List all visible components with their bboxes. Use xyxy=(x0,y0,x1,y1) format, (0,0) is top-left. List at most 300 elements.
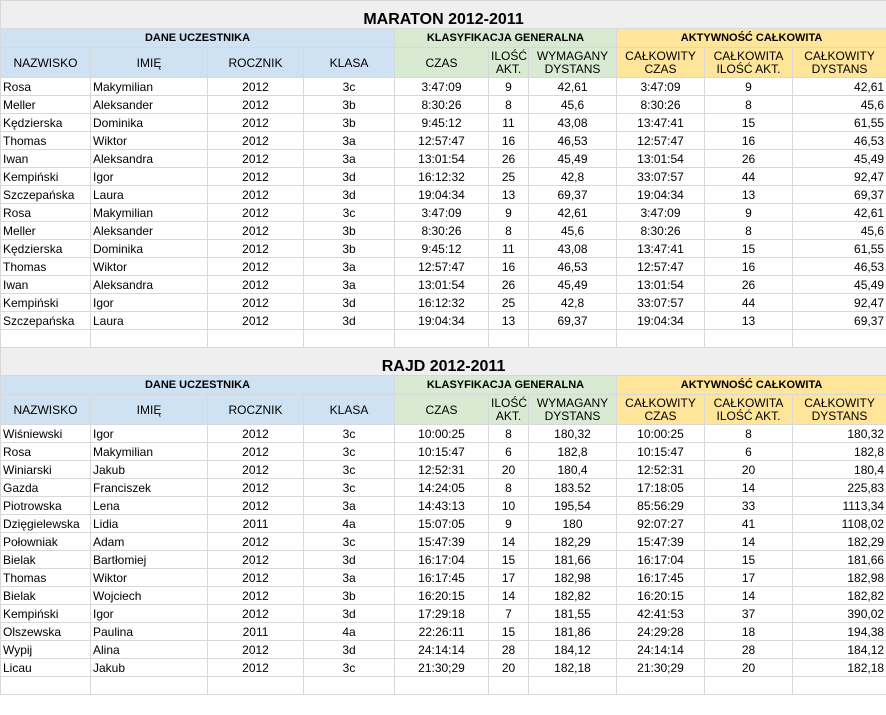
cell-total-time[interactable]: 19:04:34 xyxy=(617,312,705,330)
cell-year[interactable]: 2012 xyxy=(208,641,304,659)
cell-surname[interactable]: Licau xyxy=(1,659,91,677)
cell-total-count[interactable]: 44 xyxy=(705,168,793,186)
header-total-time[interactable] xyxy=(617,48,705,78)
empty-cell[interactable] xyxy=(617,677,705,695)
cell-required-distance[interactable]: 46,53 xyxy=(529,258,617,276)
cell-class[interactable]: 3d xyxy=(304,186,395,204)
cell-activity-count[interactable]: 26 xyxy=(489,276,529,294)
cell-class[interactable]: 3c xyxy=(304,479,395,497)
cell-time[interactable]: 12:52:31 xyxy=(395,461,489,479)
cell-total-time[interactable]: 13:01:54 xyxy=(617,150,705,168)
cell-year[interactable]: 2012 xyxy=(208,186,304,204)
sheet-title[interactable]: MARATON 2012-2011 xyxy=(1,1,886,29)
cell-total-time[interactable]: 13:01:54 xyxy=(617,276,705,294)
cell-total-distance[interactable]: 182,18 xyxy=(793,659,886,677)
cell-time[interactable]: 8:30:26 xyxy=(395,96,489,114)
cell-activity-count[interactable]: 8 xyxy=(489,96,529,114)
cell-surname[interactable]: Kędzierska xyxy=(1,240,91,258)
cell-total-time[interactable]: 16:17:04 xyxy=(617,551,705,569)
cell-name[interactable]: Paulina xyxy=(91,623,208,641)
cell-name[interactable]: Igor xyxy=(91,168,208,186)
group-participant-header[interactable]: DANE UCZESTNIKA xyxy=(1,376,395,395)
cell-surname[interactable]: Olszewska xyxy=(1,623,91,641)
cell-required-distance[interactable]: 42,8 xyxy=(529,294,617,312)
cell-activity-count[interactable]: 15 xyxy=(489,623,529,641)
cell-activity-count[interactable]: 11 xyxy=(489,240,529,258)
cell-total-count[interactable]: 15 xyxy=(705,551,793,569)
cell-required-distance[interactable]: 45,6 xyxy=(529,96,617,114)
cell-class[interactable]: 3b xyxy=(304,587,395,605)
cell-name[interactable]: Dominika xyxy=(91,114,208,132)
cell-activity-count[interactable]: 14 xyxy=(489,587,529,605)
cell-name[interactable]: Igor xyxy=(91,294,208,312)
cell-class[interactable]: 3d xyxy=(304,641,395,659)
cell-total-count[interactable]: 18 xyxy=(705,623,793,641)
cell-total-distance[interactable]: 182,98 xyxy=(793,569,886,587)
cell-time[interactable]: 10:00:25 xyxy=(395,425,489,443)
cell-class[interactable]: 3c xyxy=(304,425,395,443)
cell-year[interactable]: 2011 xyxy=(208,515,304,533)
cell-total-distance[interactable]: 45,49 xyxy=(793,276,886,294)
cell-activity-count[interactable]: 16 xyxy=(489,132,529,150)
cell-total-count[interactable]: 15 xyxy=(705,114,793,132)
cell-total-distance[interactable]: 225,83 xyxy=(793,479,886,497)
cell-activity-count[interactable]: 20 xyxy=(489,659,529,677)
cell-class[interactable]: 3a xyxy=(304,276,395,294)
group-participant-header[interactable]: DANE UCZESTNIKA xyxy=(1,29,395,48)
empty-cell[interactable] xyxy=(395,330,489,348)
cell-total-time[interactable]: 8:30:26 xyxy=(617,96,705,114)
cell-required-distance[interactable]: 182,8 xyxy=(529,443,617,461)
cell-surname[interactable]: Iwan xyxy=(1,276,91,294)
cell-surname[interactable]: Winiarski xyxy=(1,461,91,479)
cell-required-distance[interactable]: 180 xyxy=(529,515,617,533)
cell-total-time[interactable]: 42:41:53 xyxy=(617,605,705,623)
cell-time[interactable]: 16:17:04 xyxy=(395,551,489,569)
cell-time[interactable]: 21:30;29 xyxy=(395,659,489,677)
cell-total-count[interactable]: 37 xyxy=(705,605,793,623)
header-surname[interactable]: NAZWISKO xyxy=(1,395,91,425)
cell-activity-count[interactable]: 8 xyxy=(489,425,529,443)
cell-year[interactable]: 2012 xyxy=(208,569,304,587)
cell-total-time[interactable]: 85:56:29 xyxy=(617,497,705,515)
empty-cell[interactable] xyxy=(793,677,886,695)
cell-surname[interactable]: Kempiński xyxy=(1,168,91,186)
empty-cell[interactable] xyxy=(1,677,91,695)
cell-class[interactable]: 3a xyxy=(304,497,395,515)
cell-required-distance[interactable]: 182,98 xyxy=(529,569,617,587)
cell-required-distance[interactable]: 69,37 xyxy=(529,186,617,204)
cell-class[interactable]: 3c xyxy=(304,533,395,551)
cell-year[interactable]: 2012 xyxy=(208,461,304,479)
cell-total-time[interactable]: 10:15:47 xyxy=(617,443,705,461)
cell-surname[interactable]: Wiśniewski xyxy=(1,425,91,443)
header-required-distance[interactable] xyxy=(529,48,617,78)
cell-name[interactable]: Wiktor xyxy=(91,569,208,587)
cell-surname[interactable]: Bielak xyxy=(1,587,91,605)
cell-total-distance[interactable]: 45,6 xyxy=(793,222,886,240)
cell-total-time[interactable]: 12:57:47 xyxy=(617,258,705,276)
cell-class[interactable]: 3d xyxy=(304,168,395,186)
cell-required-distance[interactable]: 43,08 xyxy=(529,240,617,258)
cell-year[interactable]: 2012 xyxy=(208,659,304,677)
cell-total-time[interactable]: 16:20:15 xyxy=(617,587,705,605)
empty-cell[interactable] xyxy=(208,677,304,695)
cell-year[interactable]: 2012 xyxy=(208,204,304,222)
cell-name[interactable]: Wiktor xyxy=(91,258,208,276)
cell-time[interactable]: 16:12:32 xyxy=(395,168,489,186)
cell-activity-count[interactable]: 8 xyxy=(489,222,529,240)
cell-total-count[interactable]: 20 xyxy=(705,461,793,479)
cell-surname[interactable]: Iwan xyxy=(1,150,91,168)
cell-required-distance[interactable]: 184,12 xyxy=(529,641,617,659)
cell-class[interactable]: 3c xyxy=(304,204,395,222)
cell-total-count[interactable]: 14 xyxy=(705,533,793,551)
cell-surname[interactable]: Połowniak xyxy=(1,533,91,551)
empty-cell[interactable] xyxy=(304,330,395,348)
cell-total-distance[interactable]: 42,61 xyxy=(793,78,886,96)
header-name[interactable]: IMIĘ xyxy=(91,48,208,78)
cell-class[interactable]: 3a xyxy=(304,569,395,587)
cell-required-distance[interactable]: 42,61 xyxy=(529,78,617,96)
cell-activity-count[interactable]: 9 xyxy=(489,78,529,96)
cell-total-time[interactable]: 24:29:28 xyxy=(617,623,705,641)
cell-time[interactable]: 16:17:45 xyxy=(395,569,489,587)
cell-surname[interactable]: Szczepańska xyxy=(1,186,91,204)
cell-name[interactable]: Aleksander xyxy=(91,222,208,240)
cell-total-time[interactable]: 10:00:25 xyxy=(617,425,705,443)
cell-time[interactable]: 10:15:47 xyxy=(395,443,489,461)
cell-activity-count[interactable]: 9 xyxy=(489,515,529,533)
empty-cell[interactable] xyxy=(1,330,91,348)
cell-required-distance[interactable]: 69,37 xyxy=(529,312,617,330)
cell-activity-count[interactable]: 9 xyxy=(489,204,529,222)
cell-year[interactable]: 2011 xyxy=(208,623,304,641)
cell-time[interactable]: 19:04:34 xyxy=(395,186,489,204)
cell-total-time[interactable]: 3:47:09 xyxy=(617,78,705,96)
cell-total-distance[interactable]: 194,38 xyxy=(793,623,886,641)
cell-total-count[interactable]: 16 xyxy=(705,132,793,150)
cell-total-time[interactable]: 16:17:45 xyxy=(617,569,705,587)
header-required-distance[interactable] xyxy=(529,395,617,425)
cell-required-distance[interactable]: 182,29 xyxy=(529,533,617,551)
cell-class[interactable]: 3d xyxy=(304,294,395,312)
cell-activity-count[interactable]: 11 xyxy=(489,114,529,132)
cell-time[interactable]: 14:43:13 xyxy=(395,497,489,515)
cell-surname[interactable]: Wypij xyxy=(1,641,91,659)
cell-total-distance[interactable]: 92,47 xyxy=(793,168,886,186)
cell-class[interactable]: 4a xyxy=(304,515,395,533)
empty-cell[interactable] xyxy=(617,330,705,348)
cell-activity-count[interactable]: 10 xyxy=(489,497,529,515)
header-surname[interactable]: NAZWISKO xyxy=(1,48,91,78)
cell-surname[interactable]: Thomas xyxy=(1,258,91,276)
cell-total-distance[interactable]: 184,12 xyxy=(793,641,886,659)
cell-surname[interactable]: Dzięgielewska xyxy=(1,515,91,533)
header-class[interactable]: KLASA xyxy=(304,48,395,78)
cell-required-distance[interactable]: 182,18 xyxy=(529,659,617,677)
cell-total-time[interactable]: 13:47:41 xyxy=(617,240,705,258)
cell-total-time[interactable]: 12:52:31 xyxy=(617,461,705,479)
sheet-title[interactable]: RAJD 2012-2011 xyxy=(1,348,886,376)
cell-time[interactable]: 8:30:26 xyxy=(395,222,489,240)
cell-required-distance[interactable]: 181,55 xyxy=(529,605,617,623)
cell-name[interactable]: Aleksander xyxy=(91,96,208,114)
cell-class[interactable]: 3d xyxy=(304,551,395,569)
cell-class[interactable]: 3c xyxy=(304,443,395,461)
cell-class[interactable]: 3b xyxy=(304,222,395,240)
cell-activity-count[interactable]: 26 xyxy=(489,150,529,168)
empty-cell[interactable] xyxy=(304,677,395,695)
cell-total-distance[interactable]: 390,02 xyxy=(793,605,886,623)
cell-year[interactable]: 2012 xyxy=(208,96,304,114)
group-total-header[interactable]: AKTYWNOŚĆ CAŁKOWITA xyxy=(617,376,886,395)
cell-total-time[interactable]: 17:18:05 xyxy=(617,479,705,497)
cell-total-distance[interactable]: 182,82 xyxy=(793,587,886,605)
cell-total-distance[interactable]: 69,37 xyxy=(793,312,886,330)
header-activity-count[interactable] xyxy=(489,48,529,78)
cell-required-distance[interactable]: 195,54 xyxy=(529,497,617,515)
cell-year[interactable]: 2012 xyxy=(208,78,304,96)
cell-class[interactable]: 3c xyxy=(304,78,395,96)
cell-surname[interactable]: Szczepańska xyxy=(1,312,91,330)
header-time[interactable]: CZAS xyxy=(395,395,489,425)
header-total-count[interactable] xyxy=(705,48,793,78)
cell-year[interactable]: 2012 xyxy=(208,425,304,443)
cell-year[interactable]: 2012 xyxy=(208,294,304,312)
header-total-time[interactable] xyxy=(617,395,705,425)
cell-required-distance[interactable]: 183.52 xyxy=(529,479,617,497)
cell-year[interactable]: 2012 xyxy=(208,605,304,623)
cell-surname[interactable]: Thomas xyxy=(1,569,91,587)
cell-required-distance[interactable]: 180,4 xyxy=(529,461,617,479)
cell-name[interactable]: Lidia xyxy=(91,515,208,533)
cell-total-distance[interactable]: 46,53 xyxy=(793,258,886,276)
cell-total-time[interactable]: 13:47:41 xyxy=(617,114,705,132)
cell-class[interactable]: 3b xyxy=(304,240,395,258)
empty-cell[interactable] xyxy=(489,330,529,348)
cell-name[interactable]: Dominika xyxy=(91,240,208,258)
cell-class[interactable]: 3a xyxy=(304,132,395,150)
cell-total-time[interactable]: 19:04:34 xyxy=(617,186,705,204)
empty-cell[interactable] xyxy=(91,677,208,695)
cell-activity-count[interactable]: 28 xyxy=(489,641,529,659)
cell-name[interactable]: Alina xyxy=(91,641,208,659)
cell-activity-count[interactable]: 20 xyxy=(489,461,529,479)
cell-name[interactable]: Jakub xyxy=(91,659,208,677)
cell-year[interactable]: 2012 xyxy=(208,222,304,240)
header-name[interactable]: IMIĘ xyxy=(91,395,208,425)
cell-total-count[interactable]: 41 xyxy=(705,515,793,533)
cell-year[interactable]: 2012 xyxy=(208,114,304,132)
cell-activity-count[interactable]: 8 xyxy=(489,479,529,497)
cell-required-distance[interactable]: 43,08 xyxy=(529,114,617,132)
group-total-header[interactable]: AKTYWNOŚĆ CAŁKOWITA xyxy=(617,29,886,48)
empty-cell[interactable] xyxy=(793,330,886,348)
cell-year[interactable]: 2012 xyxy=(208,443,304,461)
cell-surname[interactable]: Meller xyxy=(1,222,91,240)
cell-total-count[interactable]: 28 xyxy=(705,641,793,659)
cell-total-count[interactable]: 8 xyxy=(705,96,793,114)
cell-year[interactable]: 2012 xyxy=(208,258,304,276)
cell-total-time[interactable]: 92:07:27 xyxy=(617,515,705,533)
cell-year[interactable]: 2012 xyxy=(208,132,304,150)
cell-total-distance[interactable]: 180,32 xyxy=(793,425,886,443)
cell-class[interactable]: 3d xyxy=(304,605,395,623)
cell-name[interactable]: Lena xyxy=(91,497,208,515)
cell-year[interactable]: 2012 xyxy=(208,587,304,605)
cell-total-time[interactable]: 24:14:14 xyxy=(617,641,705,659)
cell-required-distance[interactable]: 182,82 xyxy=(529,587,617,605)
cell-total-count[interactable]: 13 xyxy=(705,186,793,204)
cell-total-time[interactable]: 33:07:57 xyxy=(617,168,705,186)
cell-time[interactable]: 15:47:39 xyxy=(395,533,489,551)
empty-cell[interactable] xyxy=(208,330,304,348)
cell-total-time[interactable]: 12:57:47 xyxy=(617,132,705,150)
header-time[interactable]: CZAS xyxy=(395,48,489,78)
cell-time[interactable]: 16:12:32 xyxy=(395,294,489,312)
cell-time[interactable]: 3:47:09 xyxy=(395,78,489,96)
cell-total-distance[interactable]: 45,49 xyxy=(793,150,886,168)
cell-total-count[interactable]: 9 xyxy=(705,78,793,96)
cell-surname[interactable]: Meller xyxy=(1,96,91,114)
cell-surname[interactable]: Kempiński xyxy=(1,605,91,623)
cell-year[interactable]: 2012 xyxy=(208,479,304,497)
cell-year[interactable]: 2012 xyxy=(208,551,304,569)
cell-time[interactable]: 12:57:47 xyxy=(395,258,489,276)
cell-total-count[interactable]: 8 xyxy=(705,425,793,443)
cell-time[interactable]: 17:29:18 xyxy=(395,605,489,623)
cell-surname[interactable]: Rosa xyxy=(1,204,91,222)
cell-class[interactable]: 3d xyxy=(304,312,395,330)
empty-cell[interactable] xyxy=(705,677,793,695)
cell-total-distance[interactable]: 181,66 xyxy=(793,551,886,569)
cell-time[interactable]: 19:04:34 xyxy=(395,312,489,330)
cell-total-count[interactable]: 15 xyxy=(705,240,793,258)
cell-required-distance[interactable]: 181,66 xyxy=(529,551,617,569)
cell-time[interactable]: 3:47:09 xyxy=(395,204,489,222)
cell-name[interactable]: Franciszek xyxy=(91,479,208,497)
empty-cell[interactable] xyxy=(91,330,208,348)
cell-name[interactable]: Jakub xyxy=(91,461,208,479)
header-year[interactable]: ROCZNIK xyxy=(208,395,304,425)
cell-total-count[interactable]: 20 xyxy=(705,659,793,677)
cell-name[interactable]: Laura xyxy=(91,312,208,330)
cell-required-distance[interactable]: 42,8 xyxy=(529,168,617,186)
cell-surname[interactable]: Rosa xyxy=(1,443,91,461)
cell-name[interactable]: Aleksandra xyxy=(91,150,208,168)
cell-time[interactable]: 22:26:11 xyxy=(395,623,489,641)
cell-total-count[interactable]: 33 xyxy=(705,497,793,515)
cell-total-distance[interactable]: 61,55 xyxy=(793,114,886,132)
cell-name[interactable]: Wiktor xyxy=(91,132,208,150)
cell-activity-count[interactable]: 15 xyxy=(489,551,529,569)
cell-time[interactable]: 9:45:12 xyxy=(395,114,489,132)
cell-time[interactable]: 24:14:14 xyxy=(395,641,489,659)
empty-cell[interactable] xyxy=(529,330,617,348)
cell-year[interactable]: 2012 xyxy=(208,533,304,551)
cell-total-count[interactable]: 26 xyxy=(705,276,793,294)
empty-cell[interactable] xyxy=(395,677,489,695)
empty-cell[interactable] xyxy=(529,677,617,695)
cell-activity-count[interactable]: 25 xyxy=(489,168,529,186)
cell-total-time[interactable]: 3:47:09 xyxy=(617,204,705,222)
cell-name[interactable]: Bartłomiej xyxy=(91,551,208,569)
cell-total-count[interactable]: 8 xyxy=(705,222,793,240)
cell-name[interactable]: Igor xyxy=(91,425,208,443)
cell-surname[interactable]: Kempiński xyxy=(1,294,91,312)
header-year[interactable]: ROCZNIK xyxy=(208,48,304,78)
cell-time[interactable]: 16:20:15 xyxy=(395,587,489,605)
empty-cell[interactable] xyxy=(489,677,529,695)
group-general-header[interactable]: KLASYFIKACJA GENERALNA xyxy=(395,29,617,48)
cell-total-distance[interactable]: 182,8 xyxy=(793,443,886,461)
cell-class[interactable]: 3a xyxy=(304,258,395,276)
cell-name[interactable]: Wojciech xyxy=(91,587,208,605)
cell-name[interactable]: Makymilian xyxy=(91,204,208,222)
cell-surname[interactable]: Rosa xyxy=(1,78,91,96)
cell-total-distance[interactable]: 61,55 xyxy=(793,240,886,258)
cell-total-count[interactable]: 17 xyxy=(705,569,793,587)
cell-class[interactable]: 3c xyxy=(304,461,395,479)
cell-class[interactable]: 3c xyxy=(304,659,395,677)
header-total-distance[interactable] xyxy=(793,395,886,425)
cell-year[interactable]: 2012 xyxy=(208,168,304,186)
header-total-count[interactable] xyxy=(705,395,793,425)
cell-required-distance[interactable]: 45,6 xyxy=(529,222,617,240)
cell-activity-count[interactable]: 7 xyxy=(489,605,529,623)
cell-activity-count[interactable]: 14 xyxy=(489,533,529,551)
cell-activity-count[interactable]: 17 xyxy=(489,569,529,587)
cell-total-distance[interactable]: 45,6 xyxy=(793,96,886,114)
empty-cell[interactable] xyxy=(705,330,793,348)
cell-name[interactable]: Adam xyxy=(91,533,208,551)
cell-total-distance[interactable]: 180,4 xyxy=(793,461,886,479)
cell-name[interactable]: Laura xyxy=(91,186,208,204)
cell-activity-count[interactable]: 13 xyxy=(489,186,529,204)
cell-name[interactable]: Igor xyxy=(91,605,208,623)
cell-total-time[interactable]: 15:47:39 xyxy=(617,533,705,551)
cell-time[interactable]: 13:01:54 xyxy=(395,150,489,168)
cell-total-distance[interactable]: 42,61 xyxy=(793,204,886,222)
cell-total-count[interactable]: 26 xyxy=(705,150,793,168)
cell-time[interactable]: 9:45:12 xyxy=(395,240,489,258)
header-class[interactable]: KLASA xyxy=(304,395,395,425)
cell-required-distance[interactable]: 181,86 xyxy=(529,623,617,641)
cell-total-distance[interactable]: 182,29 xyxy=(793,533,886,551)
cell-time[interactable]: 15:07:05 xyxy=(395,515,489,533)
cell-activity-count[interactable]: 13 xyxy=(489,312,529,330)
cell-name[interactable]: Makymilian xyxy=(91,78,208,96)
cell-total-time[interactable]: 33:07:57 xyxy=(617,294,705,312)
cell-surname[interactable]: Piotrowska xyxy=(1,497,91,515)
cell-surname[interactable]: Thomas xyxy=(1,132,91,150)
cell-class[interactable]: 3b xyxy=(304,114,395,132)
group-general-header[interactable]: KLASYFIKACJA GENERALNA xyxy=(395,376,617,395)
cell-total-count[interactable]: 44 xyxy=(705,294,793,312)
cell-total-distance[interactable]: 92,47 xyxy=(793,294,886,312)
cell-time[interactable]: 13:01:54 xyxy=(395,276,489,294)
cell-total-distance[interactable]: 1108,02 xyxy=(793,515,886,533)
cell-required-distance[interactable]: 45,49 xyxy=(529,150,617,168)
cell-class[interactable]: 3b xyxy=(304,96,395,114)
cell-name[interactable]: Aleksandra xyxy=(91,276,208,294)
cell-total-count[interactable]: 9 xyxy=(705,204,793,222)
cell-total-distance[interactable]: 46,53 xyxy=(793,132,886,150)
cell-total-count[interactable]: 14 xyxy=(705,479,793,497)
cell-total-count[interactable]: 13 xyxy=(705,312,793,330)
cell-year[interactable]: 2012 xyxy=(208,276,304,294)
